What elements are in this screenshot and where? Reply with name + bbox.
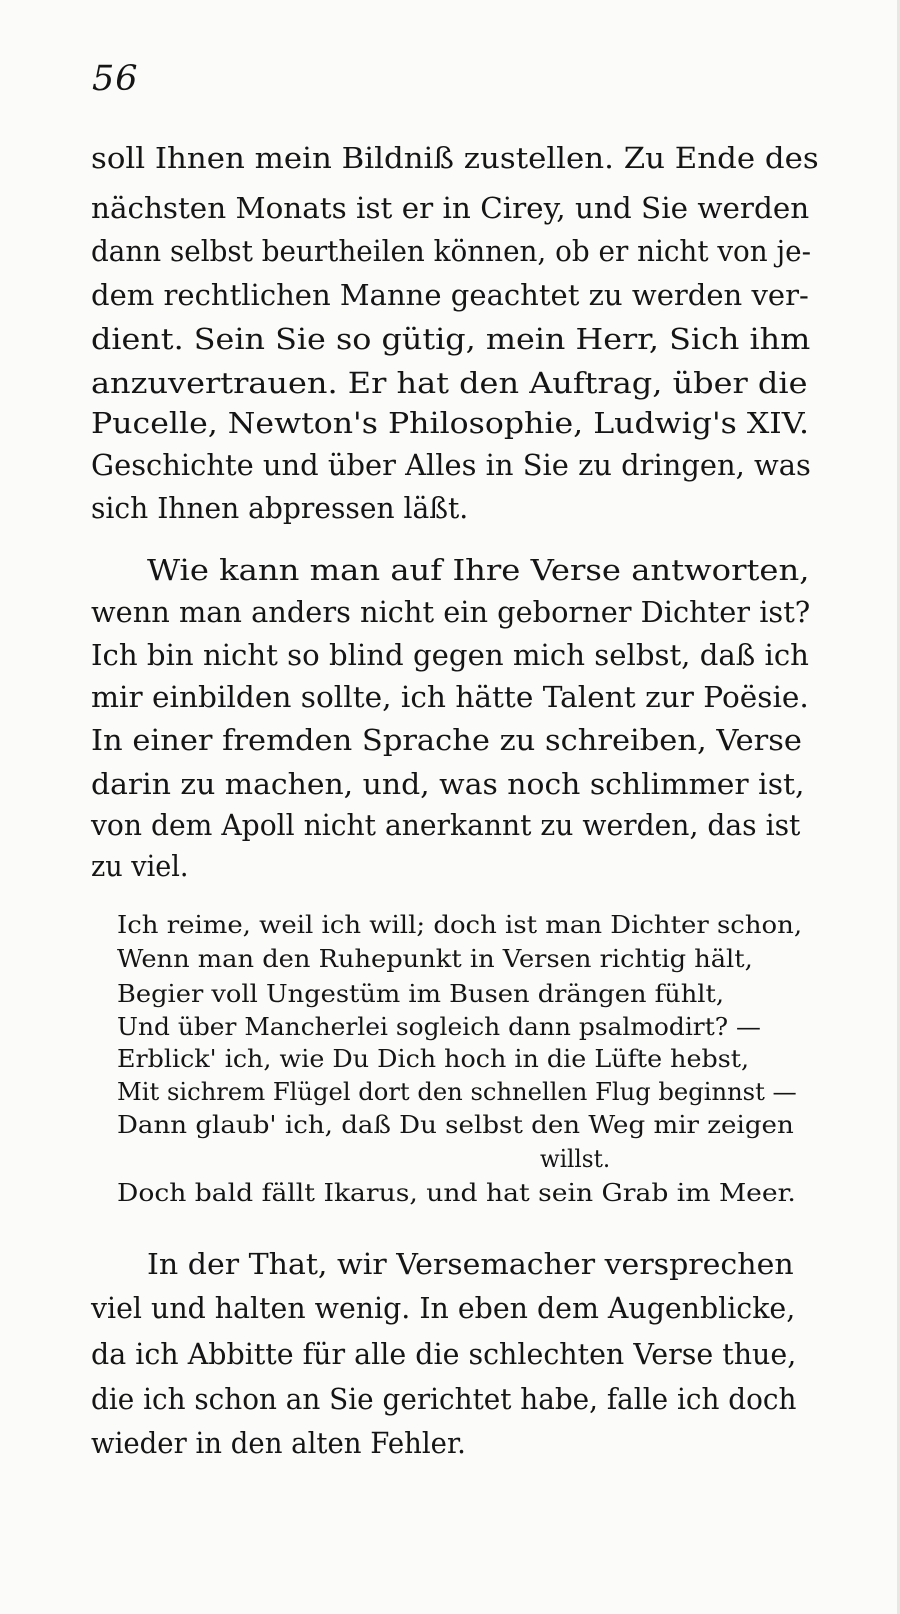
verse-line: Doch bald fällt Ikarus, und hat sein Grab im Meer. [117,1179,796,1207]
paragraph-line: darin zu machen, und, was noch schlimmer ist, [91,767,805,801]
paragraph-line: mir einbilden sollte, ich hätte Talent zur Poësie. [91,680,809,714]
verse-line: Ich reime, weil ich will; doch ist man Dichter schon, [117,911,803,939]
verse-line: Mit sichrem Flügel dort den schnellen Flug beginnst — [117,1078,797,1106]
paragraph-line: In der That, wir Versemacher versprechen [147,1247,794,1281]
verse-line: Begier voll Ungestüm im Busen drängen fühlt, [117,980,724,1008]
paragraph-line: anzuvertrauen. Er hat den Auftrag, über die [91,366,808,400]
paragraph-line: Pucelle, Newton's Philosophie, Ludwig's XIV. [91,406,810,440]
paragraph-line: dient. Sein Sie so gütig, mein Herr, Sich ihm [91,322,811,356]
paragraph-line: Wie kann man auf Ihre Verse antworten, [147,553,810,587]
paragraph-line: sich Ihnen abpressen läßt. [91,491,469,525]
paragraph-line: die ich schon an Sie gerichtet habe, falle ich doch [91,1382,797,1416]
paragraph-line: In einer fremden Sprache zu schreiben, Verse [91,723,802,757]
paragraph-line: zu viel. [91,849,189,883]
verse-line: Wenn man den Ruhepunkt in Versen richtig hält, [117,945,753,973]
verse-line: Und über Mancherlei sogleich dann psalmodirt? — [117,1013,761,1041]
paragraph-line: von dem Apoll nicht anerkannt zu werden, das ist [91,808,801,842]
paragraph-line: nächsten Monats ist er in Cirey, und Sie werden [91,191,810,225]
page-number: 56 [92,59,139,99]
verse-line: Erblick' ich, wie Du Dich hoch in die Lüfte hebst, [117,1045,750,1073]
verse-line: Dann glaub' ich, daß Du selbst den Weg mir zeigen [117,1111,794,1139]
paragraph-line: da ich Abbitte für alle die schlechten Verse thue, [91,1337,797,1371]
verse-line: willst. [540,1145,611,1173]
paragraph-line: Ich bin nicht so blind gegen mich selbst, daß ich [91,638,809,672]
paragraph-line: viel und halten wenig. In eben dem Augenblicke, [91,1291,796,1325]
paragraph-line: Geschichte und über Alles in Sie zu dringen, was [91,448,811,482]
paragraph-line: soll Ihnen mein Bildniß zustellen. Zu Ende des [91,141,819,175]
paragraph-line: wieder in den alten Fehler. [91,1426,466,1460]
paragraph-line: wenn man anders nicht ein geborner Dichter ist? [91,595,811,629]
paragraph-line: dann selbst beurtheilen können, ob er nicht von je- [91,234,812,268]
paragraph-line: dem rechtlichen Manne geachtet zu werden ver- [91,278,809,312]
